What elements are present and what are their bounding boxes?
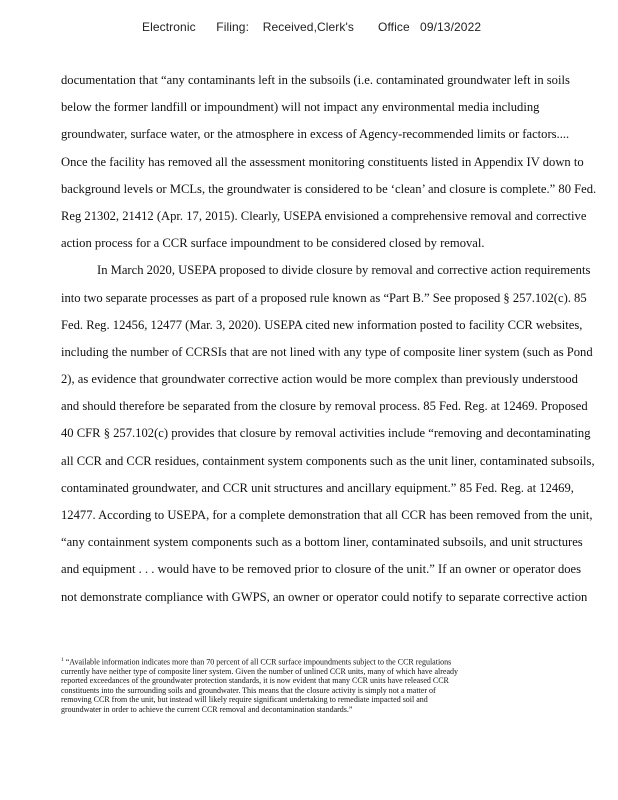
body-line: and equipment . . . would have to be removed prior to closure of the unit.” If an owner or operator does	[61, 562, 582, 577]
body-line: 12477. According to USEPA, for a complete demonstration that all CCR has been removed from the unit,	[61, 508, 593, 522]
body-line: all CCR and CCR residues, containment system components such as the unit liner, contaminated subsoils,	[61, 453, 595, 468]
footnote-line: groundwater in order to achieve the current CCR removal and decontamination standards.”	[61, 704, 353, 714]
body-line: background levels or MCLs, the groundwater is considered to be ‘clean’ and closure is complete.” 80 Fed.	[61, 181, 597, 196]
footnote-line: removing CCR from the unit, but instead will likely require significant undertaking to remediate impacted soil and	[61, 695, 428, 705]
body-line: contaminated groundwater, and CCR unit structures and ancillary equipment.” 85 Fed. Reg. at 12469,	[61, 480, 574, 495]
body-line: into two separate processes as part of a proposed rule known as “Part B.” See proposed § 257.102(c). 85	[61, 290, 587, 305]
body-line: action process for a CCR surface impoundment to be considered closed by removal.	[61, 236, 485, 251]
footnote-line: reported exceedances of the groundwater protection standards, it is now evident that many CCR units have released CCR	[61, 676, 449, 686]
body-line: Once the facility has removed all the assessment monitoring constituents listed in Appendix IV down to	[61, 154, 584, 169]
body-line: including the number of CCRSIs that are not lined with any type of composite liner system (such as Pond	[61, 344, 593, 359]
body-line: not demonstrate compliance with GWPS, an owner or operator could notify to separate corrective action	[61, 589, 588, 604]
body-line: and should therefore be separated from the closure by removal process. 85 Fed. Reg. at 12469. Proposed	[61, 399, 588, 414]
paragraph-start-line: In March 2020, USEPA proposed to divide closure by removal and corrective action requirements	[97, 263, 591, 278]
body-line: below the former landfill or impoundment) will not impact any environmental media including	[61, 100, 540, 115]
body-line: documentation that “any contaminants left in the subsoils (i.e. contaminated groundwater left in soils	[61, 73, 570, 87]
document-body	[61, 71, 618, 615]
footnote-line	[61, 656, 561, 667]
filing-header: Electronic Filing: Received,Clerk's Office 09/13/2022	[142, 20, 482, 34]
footnote-line: constituents into the surrounding soils and groundwater. This means that the closure activity is simply not a matter of	[61, 685, 436, 695]
body-line: Reg 21302, 21412 (Apr. 17, 2015). Clearly, USEPA envisioned a comprehensive removal and corrective	[61, 208, 587, 223]
body-line: Fed. Reg. 12456, 12477 (Mar. 3, 2020). USEPA cited new information posted to facility CCR websites,	[61, 317, 583, 332]
body-line: 40 CFR § 257.102(c) provides that closure by removal activities include “removing and decontaminating	[61, 426, 591, 441]
footnote-line: currently have neither type of composite liner system. Given the number of unlined CCR units, many of which have already	[61, 667, 459, 677]
body-line: 2), as evidence that groundwater corrective action would be more complex than previously understood	[61, 372, 578, 387]
body-line: groundwater, surface water, or the atmosphere in excess of Agency-recommended limits or factors....	[61, 127, 570, 142]
body-line: “any containment system components such as a bottom liner, contaminated subsoils, and unit structures	[61, 535, 583, 550]
footnote-text: “Available information indicates more than 70 percent of all CCR surface impoundments subject to the CCR regulations	[65, 657, 452, 667]
footnote	[61, 656, 561, 714]
footnote-marker: 1	[61, 657, 64, 663]
